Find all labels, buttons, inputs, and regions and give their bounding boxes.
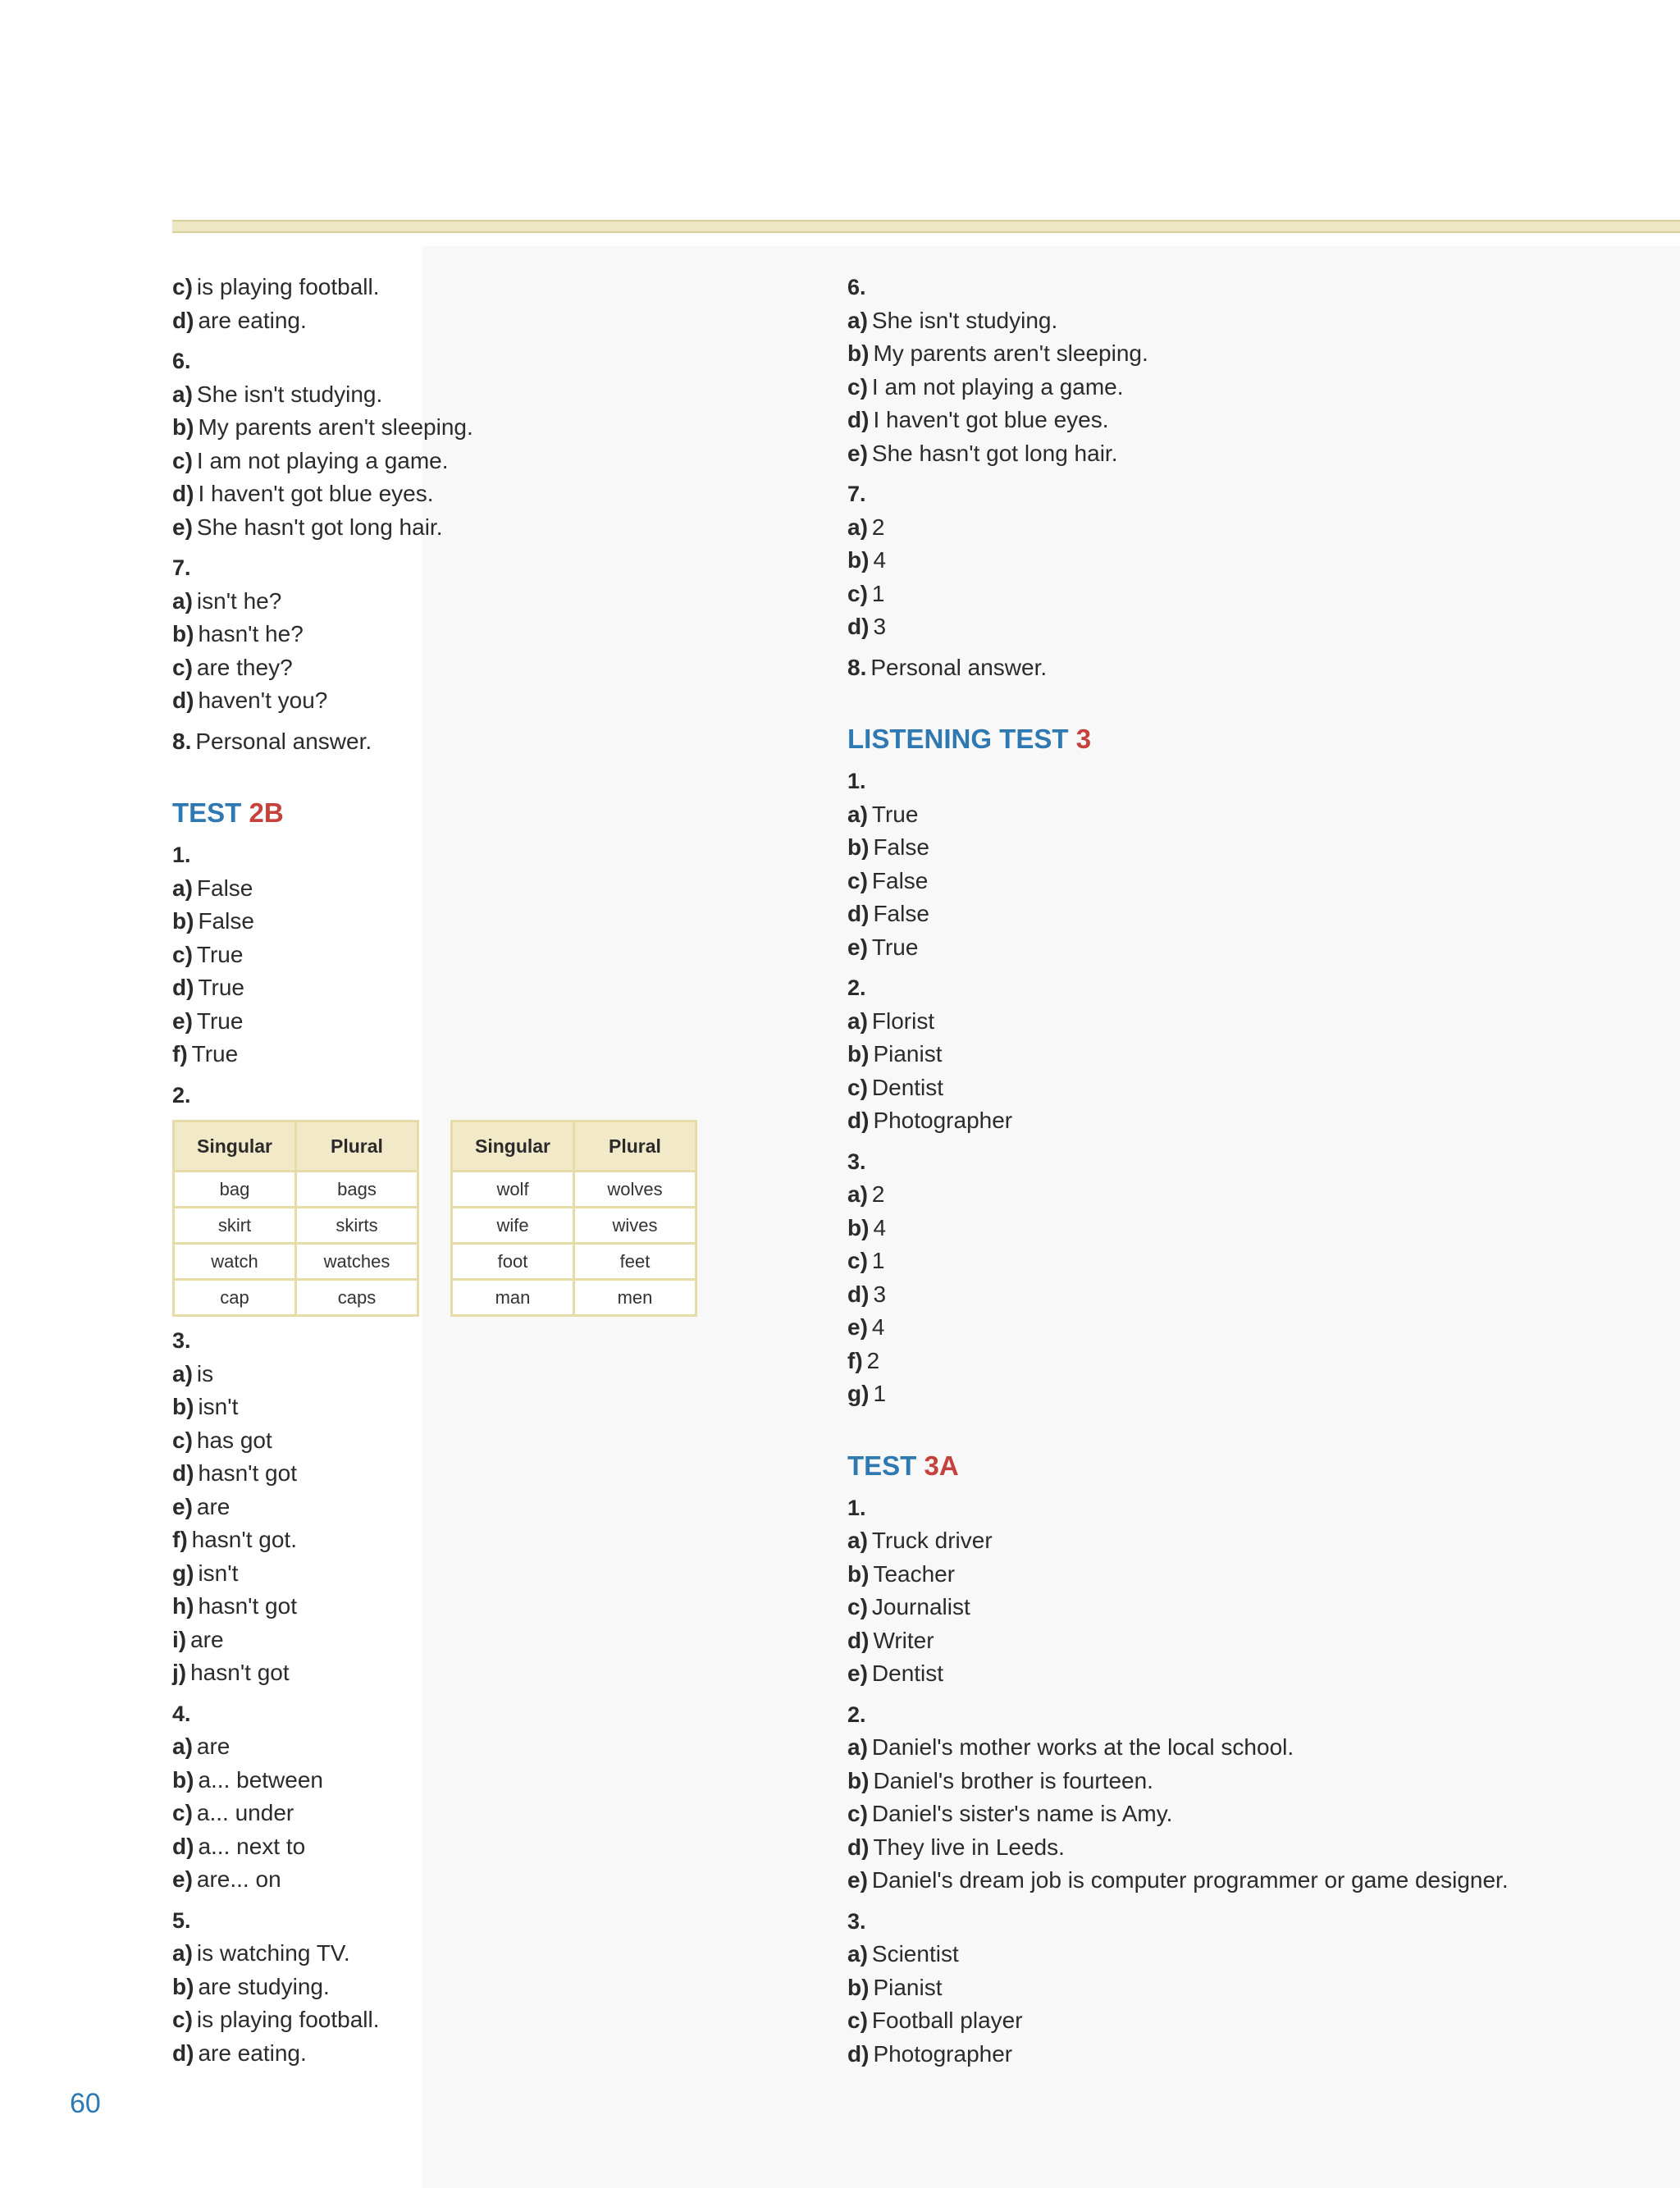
- answer-item: [172, 872, 796, 906]
- section-heading-number: 2B: [249, 797, 284, 828]
- section-heading-number: 3A: [924, 1450, 959, 1481]
- question-number: 6.: [172, 349, 191, 373]
- answer-text: Journalist: [871, 1594, 970, 1619]
- answer-text: Teacher: [873, 1560, 956, 1587]
- answer-item: [847, 1071, 1668, 1105]
- answer-letter: a): [172, 1360, 193, 1386]
- answer-item: [172, 378, 796, 412]
- answer-letter: a): [847, 1181, 868, 1207]
- question-number: 2.: [847, 1702, 866, 1727]
- answer-item: [172, 1590, 796, 1624]
- table-cell: men: [575, 1281, 695, 1314]
- question-number: 2.: [172, 1082, 191, 1108]
- section-heading-number: 3: [1075, 724, 1092, 754]
- answer-item: [172, 585, 796, 619]
- answer-item: [847, 831, 1668, 865]
- section-heading: [172, 795, 796, 831]
- answer-text: My parents aren't sleeping.: [198, 414, 473, 440]
- answer-item: [172, 1523, 796, 1557]
- answer-item: [847, 2038, 1668, 2072]
- answer-text: Photographer: [873, 2040, 1013, 2067]
- answer-item: [847, 1731, 1668, 1765]
- answer-item: [847, 1345, 1668, 1378]
- table-cell: wife: [453, 1208, 575, 1245]
- answer-item: [172, 1764, 796, 1797]
- answer-item: [847, 2004, 1668, 2038]
- question-number: 8.: [847, 654, 867, 680]
- answer-item: [172, 1038, 796, 1071]
- answer-letter: c): [847, 1801, 868, 1826]
- table-cell: bag: [175, 1172, 297, 1208]
- answer-text: She isn't studying.: [196, 381, 383, 407]
- answer-item: [172, 271, 796, 304]
- answer-text: Personal answer.: [195, 728, 372, 754]
- answer-text: She hasn't got long hair.: [196, 514, 443, 540]
- answer-text: False: [873, 834, 929, 860]
- answer-item: [172, 725, 796, 759]
- answer-text: are eating.: [198, 2040, 307, 2066]
- question-number: 1.: [847, 1495, 866, 1520]
- answer-letter: d): [847, 901, 870, 926]
- answer-letter: e): [172, 1493, 193, 1519]
- answer-item: [847, 1797, 1668, 1831]
- table-cell: wives: [575, 1208, 695, 1245]
- answer-text: is watching TV.: [196, 1940, 350, 1966]
- answer-item: [172, 905, 796, 939]
- answer-item: [847, 1558, 1668, 1592]
- answer-letter: i): [172, 1626, 187, 1652]
- answer-letter: a): [847, 1941, 868, 1966]
- answer-letter: d): [172, 2040, 194, 2066]
- answer-text: hasn't he?: [198, 621, 304, 646]
- answer-item: [847, 1311, 1668, 1345]
- right-column: [847, 271, 1668, 2071]
- answer-letter: d): [172, 307, 194, 333]
- table-cell: watches: [297, 1245, 417, 1281]
- table-cell: watch: [175, 1245, 297, 1281]
- table-cell: cap: [175, 1281, 297, 1314]
- answer-text: is: [196, 1360, 214, 1386]
- answer-letter: d): [847, 2040, 870, 2067]
- question-number: 5.: [172, 1907, 191, 1933]
- answer-letter: b): [172, 414, 194, 440]
- answer-item: [172, 1656, 796, 1690]
- table-row: [453, 1245, 695, 1281]
- answer-text: 3: [873, 614, 887, 639]
- answer-letter: b): [172, 1973, 194, 1999]
- answer-letter: f): [172, 1527, 188, 1552]
- answer-item: [847, 1971, 1668, 2005]
- answer-text: True: [871, 801, 919, 827]
- answer-item: [847, 1524, 1668, 1558]
- answer-text: a... between: [198, 1766, 323, 1793]
- answer-item: [172, 1730, 796, 1764]
- answer-letter: c): [847, 2008, 868, 2033]
- answer-item: [172, 1491, 796, 1524]
- answer-item: [172, 1557, 796, 1591]
- answer-text: She isn't studying.: [871, 307, 1058, 333]
- answer-letter: c): [172, 447, 193, 473]
- answer-text: hasn't got.: [191, 1527, 297, 1552]
- answer-text: 1: [871, 580, 885, 606]
- answer-text: are they?: [196, 654, 293, 680]
- answer-text: Photographer: [873, 1108, 1013, 1133]
- answer-letter: b): [847, 340, 870, 366]
- answer-letter: d): [172, 975, 194, 1000]
- answer-text: Pianist: [873, 1041, 943, 1067]
- table-row: [175, 1208, 417, 1245]
- answer-item: [847, 1005, 1668, 1039]
- table-cell: wolf: [453, 1172, 575, 1208]
- answer-item: [172, 2003, 796, 2037]
- answer-letter: e): [847, 1867, 868, 1893]
- answer-text: hasn't got: [190, 1660, 290, 1685]
- noun-tables: [172, 1120, 796, 1317]
- answer-item: [172, 445, 796, 478]
- answer-item: [847, 651, 1668, 685]
- singular-plural-table: [172, 1120, 419, 1317]
- answer-letter: d): [172, 687, 194, 713]
- answer-item: [847, 1831, 1668, 1865]
- answer-letter: b): [172, 1766, 194, 1793]
- answer-letter: b): [847, 1214, 870, 1240]
- answer-text: I haven't got blue eyes.: [198, 481, 434, 506]
- answer-item: [847, 578, 1668, 611]
- question-number: 3.: [847, 1908, 866, 1934]
- singular-plural-table: [450, 1120, 697, 1317]
- answer-text: True: [191, 1041, 239, 1067]
- answer-item: [847, 1591, 1668, 1624]
- answer-text: False: [196, 875, 253, 901]
- answer-text: 4: [871, 1314, 885, 1340]
- question-number: 8.: [172, 728, 192, 754]
- answer-text: 2: [871, 1181, 885, 1207]
- answer-text: My parents aren't sleeping.: [873, 340, 1148, 366]
- answer-letter: c): [172, 941, 193, 967]
- answer-letter: h): [172, 1593, 194, 1619]
- answer-letter: b): [847, 1767, 870, 1793]
- answer-text: Dentist: [871, 1660, 944, 1686]
- answer-letter: f): [172, 1041, 188, 1067]
- answer-text: True: [196, 1007, 244, 1034]
- answer-item: [847, 371, 1668, 404]
- answer-text: False: [871, 867, 929, 893]
- answer-letter: a): [172, 1733, 193, 1759]
- question-number: 4.: [172, 1701, 191, 1726]
- answer-item: [847, 511, 1668, 545]
- table-header-cell: Singular: [175, 1122, 297, 1172]
- answer-letter: c): [847, 1594, 868, 1619]
- answer-text: are... on: [196, 1866, 281, 1892]
- answer-letter: f): [847, 1347, 863, 1373]
- answer-text: are: [196, 1733, 231, 1759]
- answer-item: [172, 1937, 796, 1971]
- table-cell: skirts: [297, 1208, 417, 1245]
- section-heading-word: TEST: [172, 797, 242, 828]
- answer-letter: a): [847, 307, 868, 333]
- answer-text: I haven't got blue eyes.: [873, 407, 1109, 432]
- table-cell: feet: [575, 1245, 695, 1281]
- answer-item: [847, 610, 1668, 644]
- answer-letter: g): [847, 1381, 870, 1406]
- answer-text: 2: [871, 514, 885, 540]
- answer-text: Personal answer.: [870, 654, 1048, 680]
- answer-letter: j): [172, 1660, 187, 1685]
- answer-letter: a): [172, 1940, 193, 1966]
- answer-letter: c): [172, 654, 193, 680]
- answer-text: I am not playing a game.: [871, 373, 1124, 400]
- question-number: 1.: [847, 769, 866, 793]
- answer-text: hasn't got: [198, 1460, 297, 1486]
- section-heading-word: TEST: [847, 1450, 917, 1481]
- answer-item: [847, 1245, 1668, 1278]
- answer-text: Writer: [873, 1627, 934, 1653]
- answer-text: Pianist: [873, 1974, 943, 2000]
- answer-letter: b): [847, 547, 870, 573]
- answer-item: [847, 1765, 1668, 1798]
- answer-text: are studying.: [198, 1973, 330, 1999]
- answer-item: [172, 1424, 796, 1458]
- answer-letter: g): [172, 1560, 194, 1586]
- table-header-cell: Plural: [575, 1122, 695, 1172]
- answer-letter: e): [847, 1660, 868, 1686]
- table-row: [175, 1281, 417, 1314]
- answer-item: [847, 1624, 1668, 1658]
- answer-letter: c): [172, 1427, 193, 1453]
- answer-text: True: [198, 975, 244, 1000]
- table-cell: bags: [297, 1172, 417, 1208]
- answer-text: Daniel's brother is fourteen.: [873, 1767, 1153, 1793]
- question-number: 7.: [847, 482, 866, 506]
- answer-item: [172, 1391, 796, 1424]
- answer-item: [172, 1005, 796, 1039]
- table-cell: wolves: [575, 1172, 695, 1208]
- question-number: 2.: [847, 975, 866, 1000]
- answer-letter: c): [847, 580, 868, 606]
- answer-text: are eating.: [198, 307, 307, 333]
- answer-letter: d): [847, 1834, 870, 1860]
- answer-item: [172, 971, 796, 1005]
- answer-item: [847, 544, 1668, 578]
- answer-letter: c): [172, 2007, 193, 2032]
- answer-text: Football player: [871, 2008, 1023, 2033]
- table-cell: caps: [297, 1281, 417, 1314]
- answer-letter: a): [847, 1528, 868, 1553]
- answer-text: 4: [873, 547, 887, 573]
- answer-text: Scientist: [871, 1941, 959, 1966]
- answer-letter: c): [847, 1248, 868, 1273]
- answer-text: Florist: [871, 1007, 935, 1034]
- section-heading: [847, 1448, 1668, 1484]
- answer-item: [847, 1178, 1668, 1212]
- answer-letter: b): [172, 1394, 194, 1419]
- answer-text: has got: [196, 1427, 272, 1453]
- answer-item: [172, 2037, 796, 2071]
- answer-item: [847, 337, 1668, 371]
- answer-text: a... next to: [198, 1833, 306, 1859]
- answer-text: isn't he?: [196, 587, 282, 614]
- answer-text: Daniel's sister's name is Amy.: [871, 1801, 1173, 1826]
- answer-letter: a): [847, 1734, 868, 1760]
- answer-item: [847, 1377, 1668, 1411]
- answer-letter: e): [847, 934, 868, 960]
- answer-item: [172, 939, 796, 972]
- answer-text: 3: [873, 1281, 887, 1307]
- table-header-cell: Plural: [297, 1122, 417, 1172]
- answer-text: True: [196, 941, 244, 967]
- answer-text: True: [871, 934, 919, 960]
- answer-letter: b): [847, 1560, 870, 1587]
- answer-item: [172, 651, 796, 685]
- answer-item: [847, 437, 1668, 471]
- answer-text: Dentist: [871, 1074, 944, 1100]
- answer-text: Daniel's mother works at the local school.: [871, 1734, 1294, 1760]
- answer-text: I am not playing a game.: [196, 447, 449, 473]
- answer-text: Truck driver: [871, 1528, 993, 1553]
- answer-item: [172, 511, 796, 545]
- answer-item: [172, 1830, 796, 1864]
- answer-letter: c): [847, 1074, 868, 1100]
- answer-item: [847, 1278, 1668, 1312]
- answer-text: hasn't got: [198, 1593, 297, 1619]
- section-heading-word: LISTENING TEST: [847, 724, 1069, 754]
- question-number: 1.: [172, 843, 191, 867]
- answer-item: [847, 798, 1668, 832]
- table-row: [453, 1208, 695, 1245]
- answer-letter: d): [847, 614, 870, 639]
- answer-text: 1: [873, 1381, 887, 1406]
- answer-item: [172, 1624, 796, 1657]
- section-heading: [847, 721, 1668, 757]
- answer-text: are: [196, 1493, 231, 1519]
- answer-letter: a): [172, 875, 193, 901]
- table-row: [453, 1281, 695, 1314]
- answer-letter: b): [172, 908, 194, 934]
- answer-text: isn't: [198, 1560, 239, 1586]
- answer-item: [847, 898, 1668, 931]
- answer-letter: b): [172, 621, 194, 646]
- table-header-cell: Singular: [453, 1122, 575, 1172]
- answer-text: False: [198, 908, 254, 934]
- page-number: 60: [70, 2088, 101, 2119]
- answer-letter: d): [172, 1833, 194, 1859]
- answer-letter: c): [172, 274, 193, 299]
- question-number: 6.: [847, 275, 866, 299]
- answer-letter: e): [172, 514, 193, 540]
- answer-letter: a): [847, 801, 868, 827]
- answer-text: isn't: [198, 1394, 239, 1419]
- answer-item: [172, 1358, 796, 1391]
- answer-item: [172, 304, 796, 338]
- question-number: 3.: [172, 1328, 191, 1353]
- answer-text: haven't you?: [198, 687, 328, 713]
- answer-letter: d): [172, 481, 194, 506]
- answer-letter: e): [172, 1007, 193, 1034]
- answer-item: [172, 1863, 796, 1897]
- answer-letter: d): [847, 1627, 870, 1653]
- table-cell: man: [453, 1281, 575, 1314]
- answer-letter: a): [847, 1007, 868, 1034]
- answer-text: is playing football.: [196, 2007, 380, 2032]
- answer-letter: e): [847, 440, 868, 466]
- answer-item: [172, 411, 796, 445]
- answer-item: [847, 304, 1668, 338]
- answer-item: [172, 618, 796, 651]
- answer-letter: e): [847, 1314, 868, 1340]
- answer-text: 4: [873, 1214, 887, 1240]
- answer-text: They live in Leeds.: [873, 1834, 1065, 1860]
- answer-text: She hasn't got long hair.: [871, 440, 1118, 466]
- left-column: [172, 271, 796, 2070]
- answer-item: [847, 931, 1668, 965]
- answer-text: are: [190, 1626, 224, 1652]
- answer-letter: e): [172, 1866, 193, 1892]
- answer-text: 2: [866, 1347, 880, 1373]
- table-row: [175, 1172, 417, 1208]
- table-row: [453, 1172, 695, 1208]
- answer-text: 1: [871, 1248, 885, 1273]
- table-row: [175, 1245, 417, 1281]
- answer-letter: d): [847, 1108, 870, 1133]
- answer-item: [172, 1971, 796, 2004]
- top-decorative-bar: [172, 220, 1680, 233]
- table-cell: foot: [453, 1245, 575, 1281]
- answer-letter: d): [847, 1281, 870, 1307]
- answer-letter: b): [847, 1041, 870, 1067]
- answer-item: [847, 1864, 1668, 1898]
- answer-letter: a): [172, 381, 193, 407]
- answer-item: [172, 684, 796, 718]
- answer-item: [847, 1657, 1668, 1691]
- answer-item: [847, 865, 1668, 898]
- answer-letter: b): [847, 1974, 870, 2000]
- answer-letter: d): [172, 1460, 194, 1486]
- answer-letter: c): [847, 867, 868, 893]
- answer-text: Daniel's dream job is computer programmer or game designer.: [871, 1867, 1509, 1893]
- answer-letter: c): [847, 373, 868, 400]
- question-number: 3.: [847, 1149, 866, 1174]
- answer-item: [847, 1038, 1668, 1071]
- answer-text: is playing football.: [196, 274, 380, 299]
- answer-text: False: [873, 901, 929, 926]
- answer-item: [847, 404, 1668, 437]
- answer-letter: a): [172, 587, 193, 614]
- answer-letter: c): [172, 1800, 193, 1825]
- table-cell: skirt: [175, 1208, 297, 1245]
- question-number: 7.: [172, 555, 191, 580]
- answer-item: [847, 1938, 1668, 1971]
- answer-letter: b): [847, 834, 870, 860]
- answer-letter: a): [847, 514, 868, 540]
- answer-item: [847, 1212, 1668, 1245]
- answer-item: [172, 1457, 796, 1491]
- answer-letter: d): [847, 407, 870, 432]
- answer-item: [172, 1797, 796, 1830]
- answer-item: [172, 477, 796, 511]
- answer-item: [847, 1104, 1668, 1138]
- answer-text: a... under: [196, 1800, 294, 1825]
